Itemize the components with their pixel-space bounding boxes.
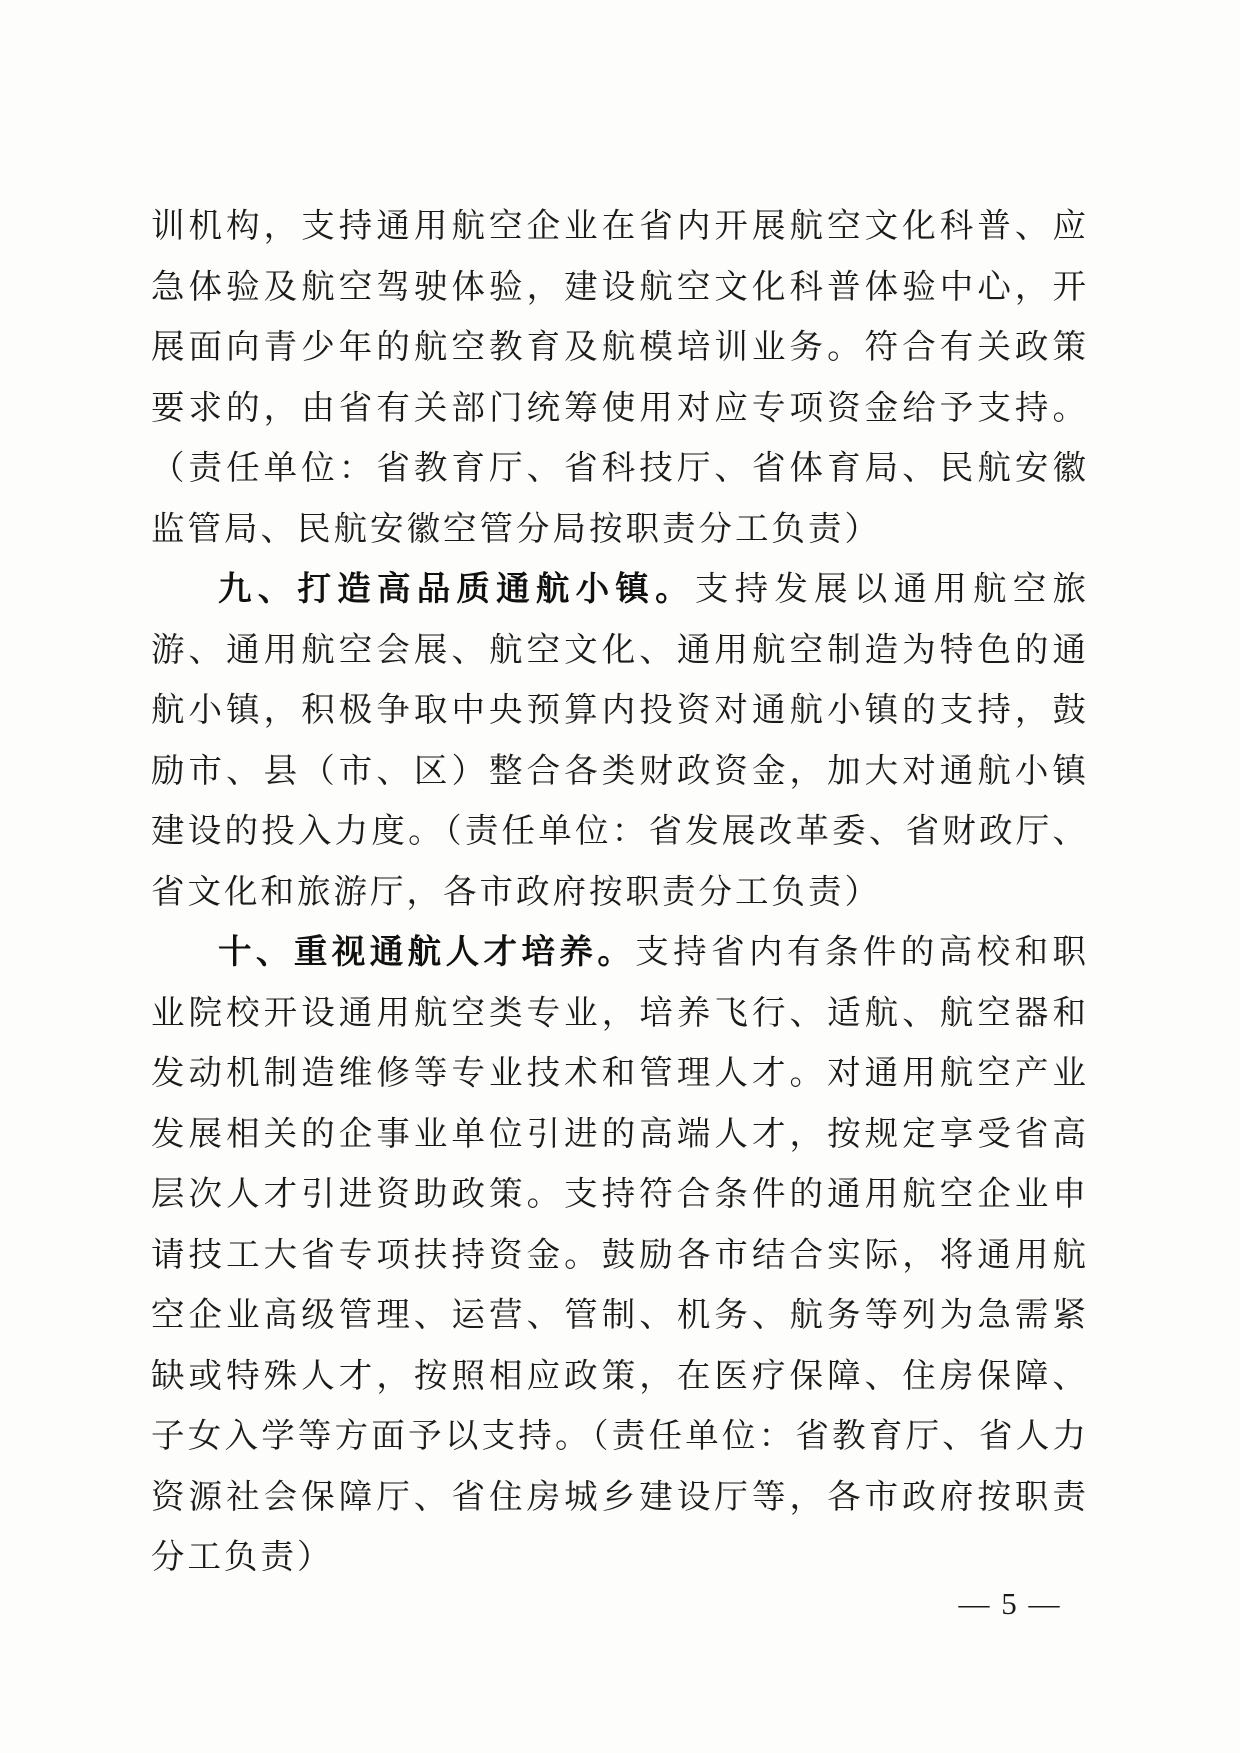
document-body — [151, 196, 1089, 1588]
section-nine-heading: 九、打造高品质通航小镇。 — [218, 569, 695, 608]
page-number: — 5 — — [958, 1586, 1062, 1621]
continuation-paragraph: 训机构，支持通用航空企业在省内开展航空文化科普、应急体验及航空驾驶体验，建设航空文化科普体验中心，开展面向青少年的航空教育及航模培训业务。符合有关政策要求的，由省有关部门统筹使用对应专项资金给予支持。（责任单位：省教育厅、省科技厅、省体育局、民航安徽监管局、民航安徽空管分局按职责分工负责） — [151, 206, 1089, 548]
section-ten-body: 支持省内有条件的高校和职业院校开设通用航空类专业，培养飞行、适航、航空器和发动机制造维修等专业技术和管理人才。对通用航空产业发展相关的企事业单位引进的高端人才，按规定享受省高层次人才引进资助政策。支持符合条件的通用航空企业申请技工大省专项扶持资金。鼓励各市结合实际，将通用航空企业高级管理、运营、管制、机务、航务等列为急需紧缺或特殊人才，按照相应政策，在医疗保障、住房保障、子女入学等方面予以支持。（责任单位：省教育厅、省人力资源社会保障厅、省住房城乡建设厅等，各市政府按职责分工负责） — [151, 932, 1089, 1576]
section-ten-paragraph — [151, 922, 1089, 1588]
section-nine-body: 支持发展以通用航空旅游、通用航空会展、航空文化、通用航空制造为特色的通航小镇，积极争取中央预算内投资对通航小镇的支持，鼓励市、县（市、区）整合各类财政资金，加大对通航小镇建设的投入力度。（责任单位：省发展改革委、省财政厅、省文化和旅游厅，各市政府按职责分工负责） — [151, 569, 1090, 911]
section-ten-heading: 十、重视通航人才培养。 — [218, 932, 636, 971]
section-nine-paragraph — [151, 559, 1089, 922]
